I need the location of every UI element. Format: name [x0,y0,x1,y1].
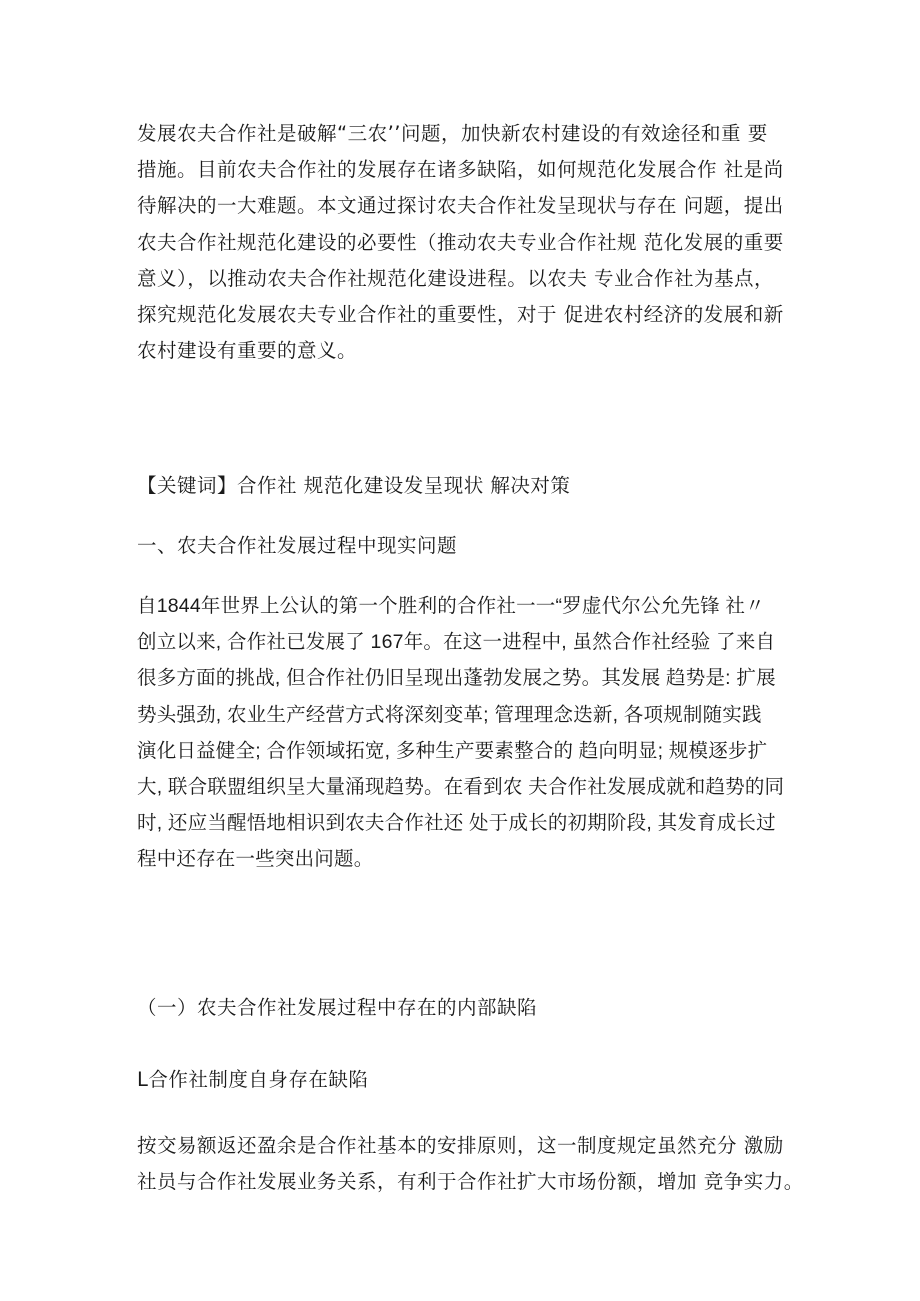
subsection-heading [137,990,807,1026]
history-line: 很多方面的挑战, 但合作社仍旧呈现出蓬勃发展之势。其发展 趋势是: 扩展 [137,667,776,690]
abstract-line: 待解决的一大难题。本文通过探讨农夫合作社发呈现状与存在 问题，提出 [137,194,784,218]
item-heading [137,1062,807,1098]
history-line: 时, 还应当醒悟地相识到农夫合作社还 处于成长的初期阶段, 其发育成长过 [137,812,776,835]
abstract-line: 意义），以推动农夫合作社规范化建设进程。以农夫 专业合作社为基点， [137,266,774,290]
keywords-line: 【关键词】合作社 规范化建设发呈现状 解决对策 [137,474,571,497]
history-paragraph [137,588,807,878]
history-line: 自1844年世界上公认的第一个胜利的合作社一一“罗虚代尔公允先锋 社〃 [137,595,765,617]
abstract-line: 农村建设有重要的意义。 [137,339,358,363]
keywords-paragraph [137,468,807,504]
abstract-paragraph [137,116,807,369]
body-paragraph [137,1128,807,1200]
section-heading [137,528,807,564]
abstract-line: 农夫合作社规范化建设的必要性（推动农夫专业合作社规 范化发展的重要 [137,230,784,254]
abstract-line: 措施。目前农夫合作社的发展存在诸多缺陷，如何规范化发展合作 社是尚 [137,158,784,182]
abstract-line: 探究规范化发展农夫专业合作社的重要性，对于 促进农村经济的发展和新 [137,303,784,327]
history-line: 创立以来, 合作社已发展了 167年。在这一进程中, 虽然合作社经验 了来自 [137,631,776,654]
history-line: 演化日益健全; 合作领域拓宽, 多种生产要素整合的 趋向明显; 规模逐步扩 [137,739,768,762]
history-line: 势头强劲, 农业生产经营方式将深刻变革; 管理理念迭新, 各项规制随实践 [137,703,762,726]
history-line: 大, 联合联盟组织呈大量涌现趋势。在看到农 夫合作社发展成就和趋势的同 [137,776,785,799]
abstract-line: 发展农夫合作社是破解“三农’’问题，加快新农村建设的有效途径和重 要 [137,122,768,145]
section-heading-text: 一、农夫合作社发展过程中现实问题 [137,534,458,557]
history-line: 程中还存在一些突出问题。 [137,848,374,871]
body-line: 按交易额返还盈余是合作社基本的安排原则，这一制度规定虽然充分 激励 [137,1134,784,1157]
subsection-heading-text: （一）农夫合作社发展过程中存在的内部缺陷 [137,996,538,1019]
item-heading-text: L合作社制度自身存在缺陷 [137,1068,369,1091]
body-line: 社员与合作社发展业务关系，有利于合作社扩大市场份额，增加 竞争实力。 [137,1170,804,1194]
